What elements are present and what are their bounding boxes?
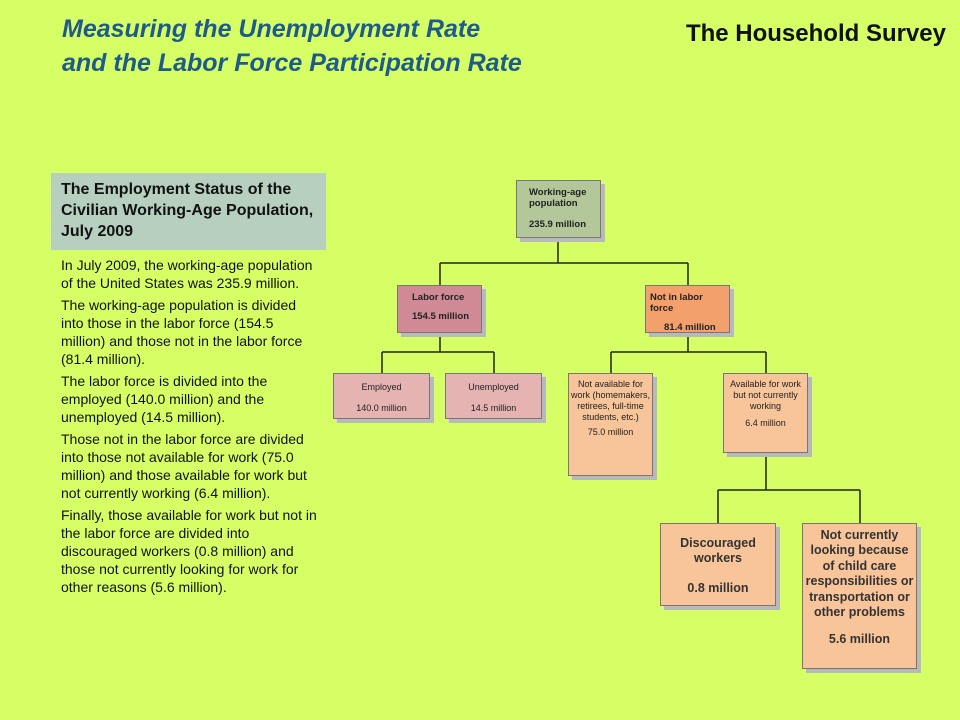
working-age-population-box (516, 180, 601, 238)
box-label: Employed (361, 382, 402, 392)
employed-box (333, 373, 430, 419)
sidebar-paragraph: The working-age population is divided into those in the labor force (154.5 million) and those not in the labor force (81.4 million). (61, 297, 303, 367)
box-value: 140.0 million (356, 403, 407, 413)
box-label: Not currently looking because of child care responsibilities or transportation or other problems (805, 528, 914, 620)
box-value: 0.8 million (687, 581, 749, 595)
sidebar-heading: The Employment Status of the Civilian Working-Age Population, July 2009 (51, 173, 326, 250)
box-label: Not available for work (homemakers, retirees, full-time students, etc.) (570, 379, 651, 422)
available-box (723, 373, 808, 453)
box-label: Working-age population (529, 187, 587, 209)
box-label: Unemployed (468, 382, 519, 392)
not-currently-looking-box (802, 523, 917, 669)
box-label: Not in labor force (650, 292, 703, 314)
box-value: 235.9 million (529, 219, 587, 230)
box-label: Labor force (412, 292, 465, 303)
not-available-box (568, 373, 653, 476)
box-label: Discouraged workers (680, 536, 756, 565)
box-value: 6.4 million (745, 418, 786, 428)
box-label: Available for work but not currently working (730, 379, 801, 411)
box-value: 5.6 million (828, 632, 891, 647)
not-in-labor-force-box (645, 285, 730, 333)
box-value: 75.0 million (587, 427, 634, 437)
title-line-2: and the Labor Force Participation Rate (62, 49, 522, 77)
discouraged-workers-box (660, 523, 776, 606)
box-value: 81.4 million (664, 322, 716, 333)
labor-force-box (397, 285, 482, 333)
sidebar-paragraph: Finally, those available for work but not in the labor force are divided into discouraged workers (0.8 million) and those not currently looking for work for other reasons (5.6 million). (61, 507, 317, 595)
sidebar-paragraph: Those not in the labor force are divided into those not available for work (75.0 million) and those available for work but not currently working (6.4 million). (61, 431, 307, 501)
sidebar-paragraph: The labor force is divided into the employed (140.0 million) and the unemployed (14.5 million). (61, 373, 268, 425)
unemployed-box (445, 373, 542, 419)
box-value: 14.5 million (470, 403, 517, 413)
sidebar-paragraph: In July 2009, the working-age population of the United States was 235.9 million. (61, 257, 313, 291)
title-line-1: Measuring the Unemployment Rate (62, 15, 481, 43)
page-subtitle: The Household Survey (685, 20, 946, 47)
box-value: 154.5 million (412, 311, 470, 322)
